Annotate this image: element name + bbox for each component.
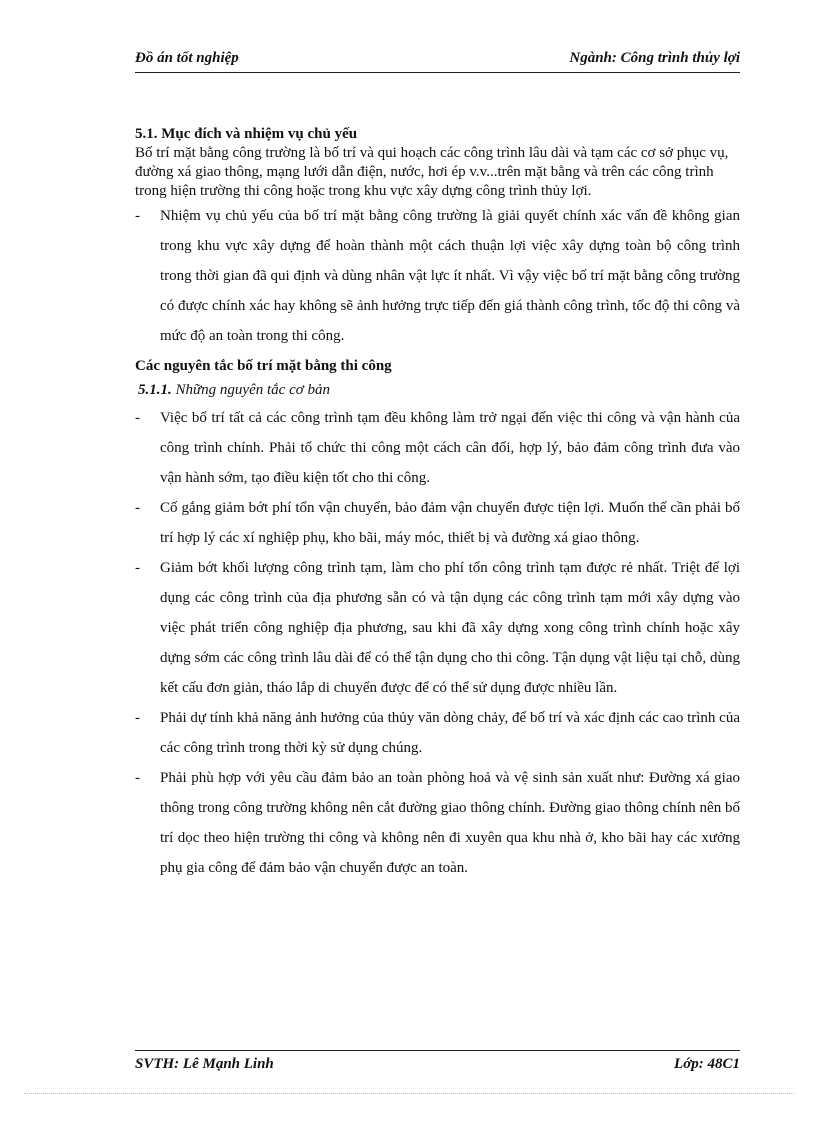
page-content	[135, 124, 740, 883]
page-bottom-divider	[24, 1093, 794, 1094]
list-item-text: Nhiệm vụ chủ yếu của bố trí mặt bằng công trường là giải quyết chính xác vấn đề không gian trong khu vực xây dựng để hoàn thành một cách thuận lợi việc xây dựng toàn bộ công trình trong thời gian đã qui định và dùng nhân vật lực ít nhất. Vì vậy việc bố trí mặt bằng công trường có được chính xác hay không sẽ ảnh hưởng trực tiếp đến giá thành công trình, tốc độ thi công và mức độ an toàn trong thi công.	[160, 208, 740, 344]
subsection-heading	[135, 379, 740, 401]
list-item	[135, 493, 740, 553]
list-item-text: Giảm bớt khối lượng công trình tạm, làm cho phí tổn công trình tạm được rẻ nhất. Triệt để lợi dụng các công trình của địa phương sẵn có và tận dụng các công trình tạm mới xây dựng vào việc phát triển công nghiệp địa phương, sau khi đã xây dựng xong công trình chính hoặc xây dựng sớm các công trình lâu dài để có thể tận dụng cho thi công. Tận dụng vật liệu tại chỗ, dùng kết cấu đơn giản, tháo lắp di chuyển được để có thể sử dụng được nhiều lần.	[160, 560, 740, 696]
footer-student: SVTH: Lê Mạnh Linh	[135, 1056, 274, 1072]
subsection-number: 5.1.1.	[138, 382, 172, 398]
bullet-dash: -	[135, 208, 140, 224]
list-item	[135, 763, 740, 883]
list-item-text: Cố gắng giảm bớt phí tổn vận chuyển, bảo đảm vận chuyển được tiện lợi. Muốn thế cần phải bố trí hợp lý các xí nghiệp phụ, kho bãi, máy móc, thiết bị và đường xá giao thông.	[160, 500, 740, 546]
intro-paragraph: Bố trí mặt bằng công trường là bố trí và qui hoạch các công trình lâu dài và tạm các cơ sở phục vụ, đường xá giao thông, mạng lưới dẫn điện, nước, hơi ép v.v...trên mặt bằng và trên các công trình trong hiện trường thi công hoặc trong khu vực xây dựng công trình thủy lợi.	[135, 145, 729, 199]
bullet-dash: -	[135, 500, 140, 516]
list-item-text: Việc bố trí tất cả các công trình tạm đều không làm trở ngại đến việc thi công và vận hành của công trình chính. Phải tổ chức thi công một cách cân đối, hợp lý, bảo đảm công trình đưa vào vận hành sớm, tạo điều kiện tốt cho thi công.	[160, 410, 740, 486]
header-major: Ngành: Công trình thủy lợi	[569, 50, 740, 66]
bullet-dash: -	[135, 410, 140, 426]
bullet-dash: -	[135, 770, 140, 786]
page-header	[135, 50, 740, 73]
bullet-dash: -	[135, 560, 140, 576]
bullet-dash: -	[135, 710, 140, 726]
list-item-text: Phải phù hợp với yêu cầu đảm bảo an toàn phòng hoả và vệ sinh sản xuất như: Đường xá giao thông trong công trường không nên cắt đường giao thông chính. Đường giao thông chính nên bố trí dọc theo hiện trường thi công và không nên đi xuyên qua khu nhà ở, kho bãi hay các xưởng phụ gia công để đảm bảo vận chuyển được an toàn.	[160, 770, 740, 876]
list-item	[135, 553, 740, 703]
list-item	[135, 201, 740, 351]
principles-bullet-list	[135, 403, 740, 883]
header-document-type: Đồ án tốt nghiệp	[135, 50, 239, 66]
page-footer	[135, 1050, 740, 1075]
principles-heading: Các nguyên tắc bố trí mặt bằng thi công	[135, 358, 392, 374]
subsection-title: Những nguyên tắc cơ bản	[171, 382, 330, 398]
list-item	[135, 703, 740, 763]
footer-class: Lớp: 48C1	[674, 1056, 740, 1072]
list-item	[135, 403, 740, 493]
list-item-text: Phải dự tính khả năng ảnh hưởng của thủy văn dòng chảy, để bố trí và xác định các cao trình của các công trình trong thời kỳ sử dụng chúng.	[160, 710, 740, 756]
task-bullet-list	[135, 201, 740, 351]
section-heading: 5.1. Mục đích và nhiệm vụ chủ yếu	[135, 126, 358, 142]
